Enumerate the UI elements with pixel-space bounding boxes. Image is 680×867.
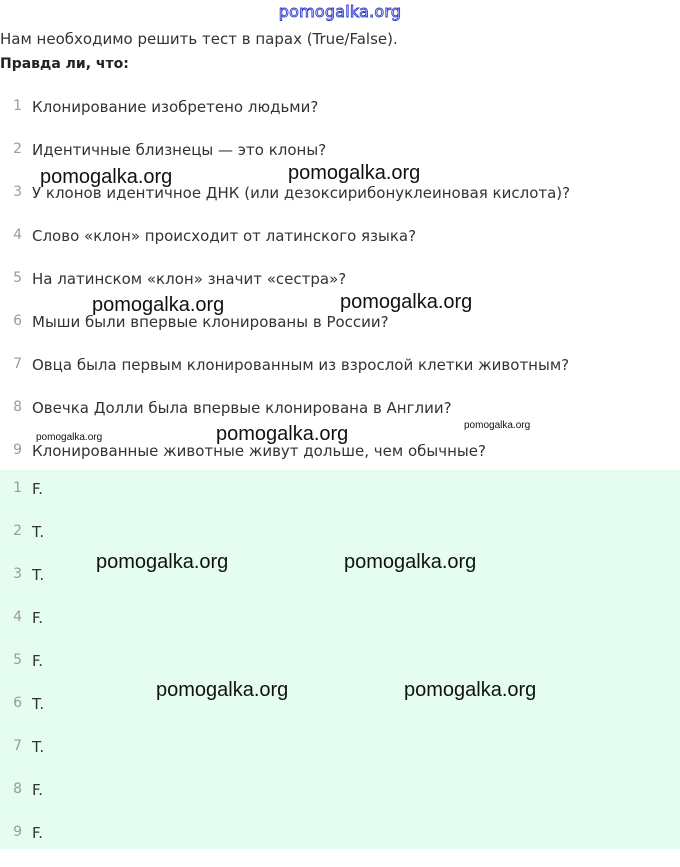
watermark-text: pomogalka.org xyxy=(216,423,349,445)
answer-text: T. xyxy=(32,738,45,756)
answer-item xyxy=(0,609,680,652)
question-text: Овечка Долли была впервые клонирована в Англии? xyxy=(32,399,452,417)
answer-item xyxy=(0,781,680,824)
question-number: 4 xyxy=(13,227,22,243)
answer-number: 8 xyxy=(13,781,22,797)
question-text: Слово «клон» происходит от латинского языка? xyxy=(32,227,417,245)
site-watermark-top: pomogalka.org xyxy=(278,2,402,21)
question-item xyxy=(0,98,680,141)
answer-number: 2 xyxy=(13,523,22,539)
question-item xyxy=(0,313,680,356)
watermark-text: pomogalka.org xyxy=(340,291,473,313)
answer-number: 3 xyxy=(13,566,22,582)
question-item xyxy=(0,227,680,270)
answer-text: T. xyxy=(32,566,45,584)
answer-number: 6 xyxy=(13,695,22,711)
answer-number: 9 xyxy=(13,824,22,840)
question-item xyxy=(0,184,680,227)
question-text: Идентичные близнецы — это клоны? xyxy=(32,141,327,159)
answer-text: F. xyxy=(32,609,43,627)
question-text: Клонирование изобретено людьми? xyxy=(32,98,319,116)
answer-text: F. xyxy=(32,781,43,799)
question-number: 3 xyxy=(13,184,22,200)
answer-text: T. xyxy=(32,695,45,713)
question-number: 9 xyxy=(13,442,22,458)
answer-text: F. xyxy=(32,480,43,498)
answer-number: 7 xyxy=(13,738,22,754)
answer-text: T. xyxy=(32,523,45,541)
watermark-text: pomogalka.org xyxy=(36,432,103,443)
answer-text: F. xyxy=(32,652,43,670)
question-number: 5 xyxy=(13,270,22,286)
answer-number: 5 xyxy=(13,652,22,668)
watermark-text: pomogalka.org xyxy=(92,294,225,316)
watermark-text: pomogalka.org xyxy=(464,420,531,431)
answers-panel xyxy=(0,470,680,849)
answer-number: 4 xyxy=(13,609,22,625)
watermark-text: pomogalka.org xyxy=(96,551,229,573)
question-text: У клонов идентичное ДНК (или дезоксирибонуклеиновая кислота)? xyxy=(32,184,571,202)
answer-item xyxy=(0,695,680,738)
watermark-text: pomogalka.org xyxy=(156,679,289,701)
answer-item xyxy=(0,652,680,695)
answer-text: F. xyxy=(32,824,43,842)
question-text: Мыши были впервые клонированы в России? xyxy=(32,313,389,331)
watermark-text: pomogalka.org xyxy=(344,551,477,573)
question-number: 2 xyxy=(13,141,22,157)
question-number: 7 xyxy=(13,356,22,372)
answer-item xyxy=(0,480,680,523)
question-number: 6 xyxy=(13,313,22,329)
question-text: На латинском «клон» значит «сестра»? xyxy=(32,270,347,288)
question-heading: Правда ли, что: xyxy=(0,56,129,72)
question-text: Овца была первым клонированным из взрослой клетки животным? xyxy=(32,356,570,374)
watermark-text: pomogalka.org xyxy=(40,166,173,188)
question-text: Клонированные животные живут дольше, чем обычные? xyxy=(32,442,486,460)
watermark-text: pomogalka.org xyxy=(404,679,537,701)
answer-number: 1 xyxy=(13,480,22,496)
question-item xyxy=(0,356,680,399)
question-number: 8 xyxy=(13,399,22,415)
answer-item xyxy=(0,824,680,867)
answer-item xyxy=(0,738,680,781)
watermark-text: pomogalka.org xyxy=(288,162,421,184)
intro-text: Нам необходимо решить тест в парах (True/False). xyxy=(0,30,398,48)
answer-list xyxy=(0,480,680,867)
question-number: 1 xyxy=(13,98,22,114)
